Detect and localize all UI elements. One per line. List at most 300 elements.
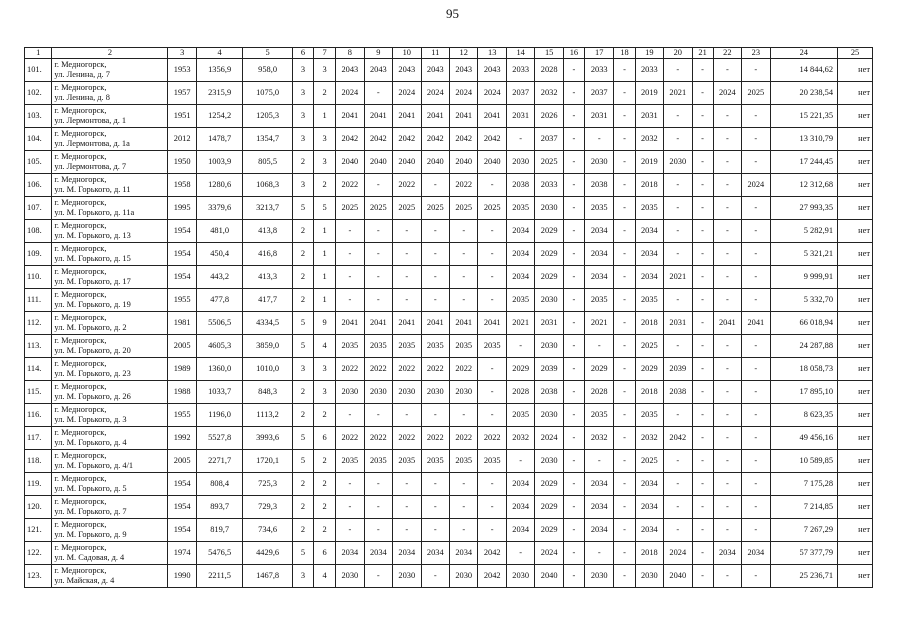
table-cell: 2035 (584, 289, 614, 312)
table-cell: 2030 (635, 565, 663, 588)
table-row (25, 312, 873, 335)
table-cell: - (364, 266, 392, 289)
table-cell: 1981 (168, 312, 196, 335)
table-cell: 1950 (168, 151, 196, 174)
table-cell: - (713, 496, 741, 519)
table-cell: - (336, 289, 364, 312)
table-cell: 2035 (506, 289, 534, 312)
table-cell: 2035 (449, 450, 477, 473)
table-cell: 2032 (635, 128, 663, 151)
table-cell: 3 (292, 59, 313, 82)
table-cell: 27 993,35 (770, 197, 838, 220)
table-cell: - (364, 404, 392, 427)
table-cell: - (449, 220, 477, 243)
table-cell: 2005 (168, 450, 196, 473)
table-cell: 6 (313, 542, 335, 565)
address-cell (52, 404, 168, 427)
column-number-cell: 8 (336, 48, 364, 59)
table-cell: 1033,7 (196, 381, 242, 404)
table-cell: 2035 (635, 404, 663, 427)
table-cell: 2022 (393, 427, 421, 450)
table-cell: - (713, 266, 741, 289)
row-number: 122. (25, 542, 52, 565)
table-cell: 2031 (664, 312, 692, 335)
table-cell: 2043 (449, 59, 477, 82)
table-cell: 2005 (168, 335, 196, 358)
table-cell: 5506,5 (196, 312, 242, 335)
table-cell: - (614, 151, 635, 174)
table-cell: - (692, 243, 713, 266)
table-cell: - (563, 151, 584, 174)
table-cell: 4 (313, 335, 335, 358)
table-cell: - (713, 243, 741, 266)
table-cell: - (692, 473, 713, 496)
address-street: ул. М. Горького, д. 4/1 (54, 461, 134, 470)
table-cell: 2034 (506, 266, 534, 289)
column-number-cell: 1 (25, 48, 52, 59)
table-cell: 2032 (635, 427, 663, 450)
table-cell: 2315,9 (196, 82, 242, 105)
table-cell: 2037 (506, 82, 534, 105)
table-cell: 1356,9 (196, 59, 242, 82)
table-cell: 5 (292, 542, 313, 565)
table-cell: 2034 (713, 542, 741, 565)
table-cell: 2018 (635, 312, 663, 335)
table-cell: нет (838, 473, 873, 496)
page-number: 95 (446, 6, 459, 21)
table-cell: - (614, 450, 635, 473)
table-cell: - (506, 450, 534, 473)
table-cell: - (692, 289, 713, 312)
row-number: 118. (25, 450, 52, 473)
table-cell: - (506, 128, 534, 151)
table-cell: 2022 (449, 358, 477, 381)
table-cell: 2025 (635, 335, 663, 358)
address-street: ул. М. Горького, д. 7 (54, 507, 127, 516)
column-number-cell: 14 (506, 48, 534, 59)
table-cell: - (713, 565, 741, 588)
table-cell: - (478, 243, 506, 266)
table-cell: - (421, 266, 449, 289)
column-number-cell: 18 (614, 48, 635, 59)
table-cell: 7 175,28 (770, 473, 838, 496)
row-number: 117. (25, 427, 52, 450)
table-cell: 2022 (478, 427, 506, 450)
address-cell (52, 358, 168, 381)
table-cell: нет (838, 542, 873, 565)
table-cell: - (614, 266, 635, 289)
table-cell: - (563, 243, 584, 266)
table-cell: 1003,9 (196, 151, 242, 174)
table-cell: 2030 (535, 197, 563, 220)
table-cell: - (614, 404, 635, 427)
table-cell: 1 (313, 220, 335, 243)
table-cell: 2034 (635, 220, 663, 243)
table-cell: 9 (313, 312, 335, 335)
table-cell: 2035 (478, 335, 506, 358)
table-cell: - (614, 519, 635, 542)
table-cell: 66 018,94 (770, 312, 838, 335)
row-number: 109. (25, 243, 52, 266)
table-cell: - (692, 381, 713, 404)
table-cell: 5476,5 (196, 542, 242, 565)
table-cell: - (393, 404, 421, 427)
table-cell: - (563, 427, 584, 450)
column-number-cell: 25 (838, 48, 873, 59)
table-cell: - (364, 289, 392, 312)
table-cell: 17 895,10 (770, 381, 838, 404)
table-cell: - (713, 220, 741, 243)
table-cell: 2025 (635, 450, 663, 473)
table-cell: 2035 (364, 335, 392, 358)
table-cell: 2035 (336, 335, 364, 358)
table-cell: 2030 (449, 565, 477, 588)
table-cell: 2035 (421, 450, 449, 473)
table-cell: 2024 (713, 82, 741, 105)
table-cell: - (742, 289, 770, 312)
table-cell: 2038 (584, 174, 614, 197)
table-cell: 2033 (506, 59, 534, 82)
table-cell: 2025 (535, 151, 563, 174)
address-city: г. Медногорск, (54, 198, 107, 207)
table-cell: 2024 (664, 542, 692, 565)
table-cell: 3993,6 (243, 427, 293, 450)
table-cell: 18 058,73 (770, 358, 838, 381)
table-cell: 2021 (584, 312, 614, 335)
row-number: 120. (25, 496, 52, 519)
table-cell: 2034 (449, 542, 477, 565)
column-number-cell: 2 (52, 48, 168, 59)
address-street: ул. Ленина, д. 8 (54, 93, 110, 102)
table-cell: 2030 (364, 381, 392, 404)
table-cell: - (713, 105, 741, 128)
table-cell: - (563, 105, 584, 128)
table-cell: - (478, 174, 506, 197)
table-cell: 1360,0 (196, 358, 242, 381)
table-cell: 2035 (478, 450, 506, 473)
table-cell: - (664, 197, 692, 220)
table-cell: 2042 (364, 128, 392, 151)
table-cell: - (664, 220, 692, 243)
table-cell: - (614, 496, 635, 519)
table-cell: - (614, 427, 635, 450)
table-cell: нет (838, 82, 873, 105)
table-cell: 5 (292, 197, 313, 220)
table-cell: - (614, 473, 635, 496)
table-cell: - (478, 496, 506, 519)
row-number: 123. (25, 565, 52, 588)
table-cell: 3 (292, 105, 313, 128)
table-cell: 2211,5 (196, 565, 242, 588)
table-cell: 2028 (535, 59, 563, 82)
table-row (25, 496, 873, 519)
table-cell: - (742, 473, 770, 496)
table-cell: нет (838, 59, 873, 82)
address-street: ул. Ленина, д. 7 (54, 70, 110, 79)
table-cell: 2025 (364, 197, 392, 220)
table-cell: - (584, 542, 614, 565)
table-cell: нет (838, 358, 873, 381)
table-cell: 4334,5 (243, 312, 293, 335)
table-cell: 2034 (584, 220, 614, 243)
table-cell: - (563, 266, 584, 289)
table-cell: 7 267,29 (770, 519, 838, 542)
table-cell: 734,6 (243, 519, 293, 542)
table-cell: - (713, 404, 741, 427)
table-cell: 2042 (449, 128, 477, 151)
address-city: г. Медногорск, (54, 336, 107, 345)
table-cell: 3 (292, 82, 313, 105)
table-cell: - (713, 450, 741, 473)
table-cell: 2039 (535, 358, 563, 381)
address-cell (52, 174, 168, 197)
table-cell: 3 (292, 174, 313, 197)
table-cell: - (713, 519, 741, 542)
address-city: г. Медногорск, (54, 474, 107, 483)
table-cell: 2 (292, 289, 313, 312)
table-cell: - (614, 82, 635, 105)
table-cell: 848,3 (243, 381, 293, 404)
address-city: г. Медногорск, (54, 428, 107, 437)
table-cell: 416,8 (243, 243, 293, 266)
table-cell: 725,3 (243, 473, 293, 496)
table-cell: 9 999,91 (770, 266, 838, 289)
table-cell: 2037 (535, 128, 563, 151)
address-street: ул. М. Горького, д. 19 (54, 300, 131, 309)
table-cell: 2034 (635, 266, 663, 289)
address-street: ул. М. Горького, д. 15 (54, 254, 131, 263)
table-cell: нет (838, 197, 873, 220)
table-cell: 3213,7 (243, 197, 293, 220)
table-cell: 1953 (168, 59, 196, 82)
table-cell: 477,8 (196, 289, 242, 312)
table-cell: 2038 (506, 174, 534, 197)
table-cell: 2022 (336, 174, 364, 197)
table-cell: 2035 (635, 289, 663, 312)
address-city: г. Медногорск, (54, 382, 107, 391)
table-cell: 2024 (478, 82, 506, 105)
table-cell: 2043 (336, 59, 364, 82)
table-cell: 2041 (393, 105, 421, 128)
table-cell: 2029 (584, 358, 614, 381)
table-cell: - (713, 174, 741, 197)
table-cell: - (692, 220, 713, 243)
address-street: ул. М. Горького, д. 20 (54, 346, 131, 355)
row-number: 103. (25, 105, 52, 128)
address-city: г. Медногорск, (54, 106, 107, 115)
table-cell: 2024 (421, 82, 449, 105)
table-cell: 2040 (364, 151, 392, 174)
table-cell: - (692, 266, 713, 289)
table-cell: 57 377,79 (770, 542, 838, 565)
table-cell: 2271,7 (196, 450, 242, 473)
address-street: ул. Майская, д. 4 (54, 576, 115, 585)
table-cell: 25 236,71 (770, 565, 838, 588)
address-street: ул. М. Горького, д. 23 (54, 369, 131, 378)
table-cell: 3 (292, 565, 313, 588)
table-cell: 2030 (393, 381, 421, 404)
table-row (25, 381, 873, 404)
table-row (25, 151, 873, 174)
table-cell: - (742, 197, 770, 220)
column-number-cell: 9 (364, 48, 392, 59)
table-cell: 1 (313, 289, 335, 312)
table-cell: - (742, 266, 770, 289)
table-cell: - (563, 381, 584, 404)
table-cell: - (664, 105, 692, 128)
table-cell: 1 (313, 105, 335, 128)
table-cell: - (563, 358, 584, 381)
table-cell: 2022 (364, 427, 392, 450)
table-cell: 1954 (168, 519, 196, 542)
column-number-cell: 3 (168, 48, 196, 59)
table-cell: нет (838, 289, 873, 312)
address-cell (52, 335, 168, 358)
table-cell: 2035 (635, 197, 663, 220)
address-city: г. Медногорск, (54, 60, 107, 69)
table-row (25, 335, 873, 358)
table-cell: 1354,7 (243, 128, 293, 151)
table-cell: - (393, 496, 421, 519)
table-cell: - (742, 243, 770, 266)
table-cell: 2035 (506, 404, 534, 427)
table-cell: - (692, 450, 713, 473)
address-street: ул. М. Горького, д. 11 (54, 185, 131, 194)
table-cell: - (692, 519, 713, 542)
table-cell: - (614, 565, 635, 588)
table-cell: - (449, 243, 477, 266)
table-cell: нет (838, 496, 873, 519)
table-cell: - (336, 519, 364, 542)
table-cell: 49 456,16 (770, 427, 838, 450)
table-cell: - (563, 565, 584, 588)
address-cell (52, 128, 168, 151)
table-cell: 3 (313, 358, 335, 381)
table-cell: - (692, 312, 713, 335)
table-cell: 2022 (449, 174, 477, 197)
table-cell: - (664, 404, 692, 427)
table-cell: 4 (313, 565, 335, 588)
table-cell: 2 (292, 473, 313, 496)
row-number: 119. (25, 473, 52, 496)
table-cell: 1954 (168, 220, 196, 243)
table-cell: 5 (292, 335, 313, 358)
table-cell: - (478, 266, 506, 289)
column-number-cell: 10 (393, 48, 421, 59)
table-cell: 1075,0 (243, 82, 293, 105)
table-cell: 2022 (336, 358, 364, 381)
table-cell: 2031 (635, 105, 663, 128)
table-cell: 1954 (168, 243, 196, 266)
table-cell: - (364, 82, 392, 105)
table-cell: 10 589,85 (770, 450, 838, 473)
table-cell: 1280,6 (196, 174, 242, 197)
address-cell (52, 450, 168, 473)
table-cell: нет (838, 243, 873, 266)
table-cell: - (692, 59, 713, 82)
column-number-cell: 19 (635, 48, 663, 59)
table-cell: - (614, 358, 635, 381)
table-cell: 2040 (393, 151, 421, 174)
table-cell: 2 (313, 519, 335, 542)
table-cell: 958,0 (243, 59, 293, 82)
table-cell: 2034 (393, 542, 421, 565)
table-cell: 2024 (336, 82, 364, 105)
table-cell: - (614, 220, 635, 243)
row-number: 121. (25, 519, 52, 542)
table-cell: 2034 (584, 519, 614, 542)
table-cell: нет (838, 519, 873, 542)
table-cell: 729,3 (243, 496, 293, 519)
table-cell: - (742, 358, 770, 381)
table-cell: - (421, 519, 449, 542)
column-number-cell: 22 (713, 48, 741, 59)
table-cell: - (713, 358, 741, 381)
table-cell: 3 (292, 128, 313, 151)
table-cell: нет (838, 312, 873, 335)
table-cell: 2030 (584, 565, 614, 588)
table-cell: 2034 (506, 496, 534, 519)
row-number: 105. (25, 151, 52, 174)
table-cell: - (742, 404, 770, 427)
table-cell: - (563, 542, 584, 565)
table-cell: 2031 (535, 312, 563, 335)
table-cell: - (614, 128, 635, 151)
table-row (25, 450, 873, 473)
table-cell: 1068,3 (243, 174, 293, 197)
table-cell: - (478, 358, 506, 381)
table-cell: - (692, 565, 713, 588)
table-cell: - (563, 496, 584, 519)
table-cell: - (692, 174, 713, 197)
address-city: г. Медногорск, (54, 543, 107, 552)
table-cell: - (614, 174, 635, 197)
table-row (25, 358, 873, 381)
table-cell: 2018 (635, 542, 663, 565)
table-cell: 2034 (336, 542, 364, 565)
table-cell: - (664, 496, 692, 519)
table-cell: 1951 (168, 105, 196, 128)
table-cell: 2019 (635, 151, 663, 174)
table-cell: 1254,2 (196, 105, 242, 128)
table-cell: - (614, 105, 635, 128)
table-cell: - (421, 289, 449, 312)
address-city: г. Медногорск, (54, 520, 107, 529)
table-cell: - (478, 220, 506, 243)
row-number: 108. (25, 220, 52, 243)
table-cell: 2019 (635, 82, 663, 105)
address-cell (52, 381, 168, 404)
table-cell: 4605,3 (196, 335, 242, 358)
table-cell: 17 244,45 (770, 151, 838, 174)
table-cell: - (478, 381, 506, 404)
table-cell: 1989 (168, 358, 196, 381)
table-cell: - (449, 266, 477, 289)
table-cell: 3 (313, 128, 335, 151)
table-cell: 1958 (168, 174, 196, 197)
table-cell: 8 623,35 (770, 404, 838, 427)
table-cell: 2025 (742, 82, 770, 105)
table-cell: 2030 (421, 381, 449, 404)
address-cell (52, 59, 168, 82)
table-cell: - (563, 473, 584, 496)
address-street: ул. Лермонтова, д. 1 (54, 116, 127, 125)
table-cell: 2030 (393, 565, 421, 588)
table-cell: - (563, 174, 584, 197)
table-cell: - (421, 174, 449, 197)
table-cell: - (563, 312, 584, 335)
address-city: г. Медногорск, (54, 405, 107, 414)
